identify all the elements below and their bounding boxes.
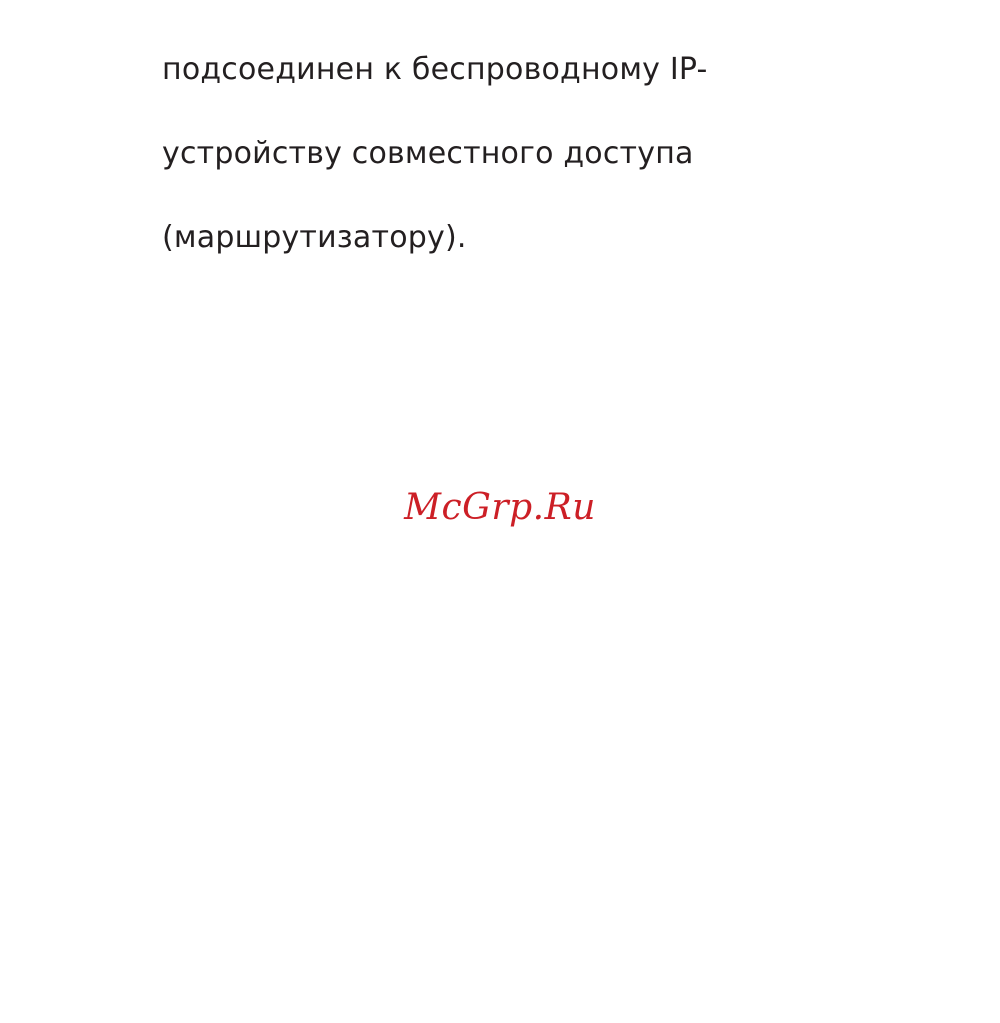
document-paragraph <box>162 28 902 280</box>
site-watermark: McGrp.Ru <box>404 487 596 528</box>
document-line-1: подсоединен к беспроводному IP- <box>162 52 708 87</box>
document-line-2: устройству совместного доступа <box>162 136 694 171</box>
document-line-3: (маршрутизатору). <box>162 220 467 255</box>
